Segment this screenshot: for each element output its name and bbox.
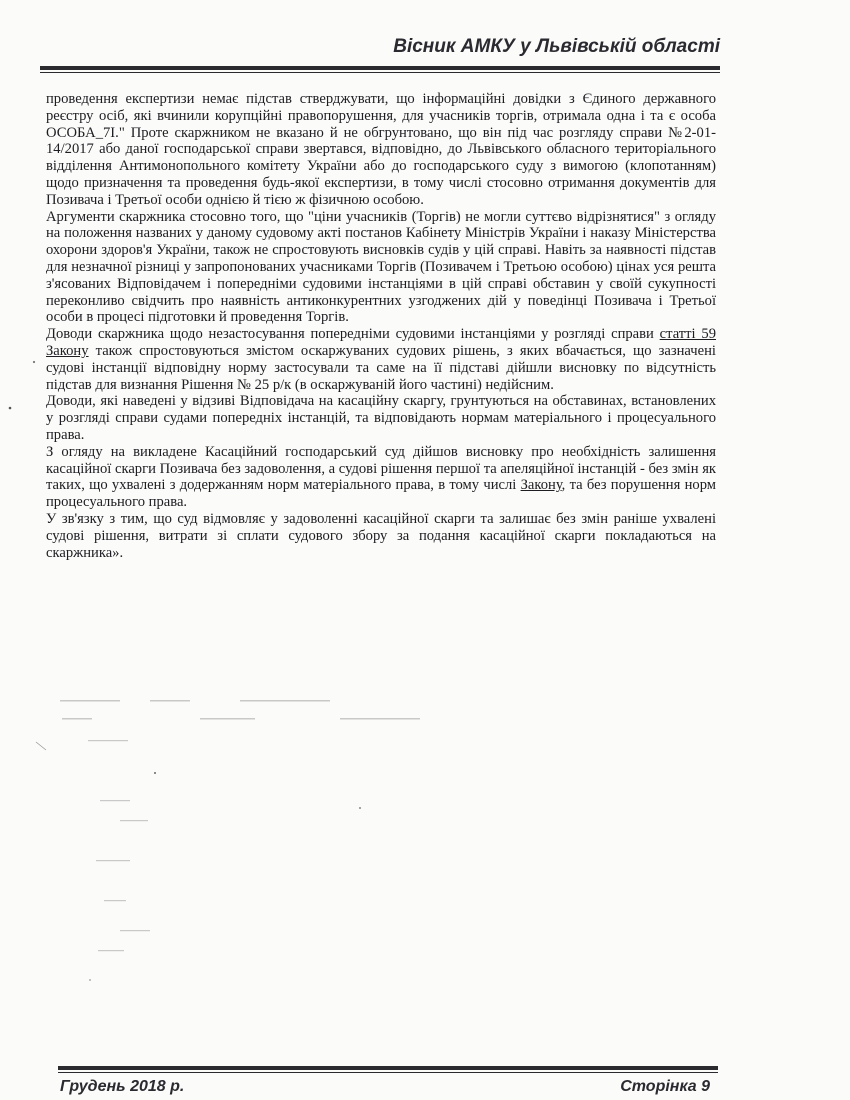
paragraph-6: У зв'язку з тим, що суд відмовляє у задоволенні касаційної скарги та залишає без змін раніше ухвалені судові рішення, витрати зі сплати судового збору за подання касаційної скарги покладаються на скаржника». xyxy=(46,510,716,561)
paragraph-4: Доводи, які наведені у відзиві Відповідача на касаційну скаргу, грунтуються на обставинах, встановлених у розгляді справи судами попередніх інстанцій, та відповідають нормам матеріального і процесуального права. xyxy=(46,393,716,443)
paragraph-3: Доводи скаржника щодо незастосування попередніми судовими інстанціями у розгляді справи статті 59 Закону також спростовуються змістом оскаржуваних судових рішень, з яких вбачається, що зазначені судові інстанції відповідну норму застосували та саме на її підставі дійшли висновку по відсутність підстав для визнання Рішення № 25 р/к (в оскаржуваній його частині) недійсним. xyxy=(46,326,716,393)
paragraph-2: Аргументи скаржника стосовно того, що "ціни учасників (Торгів) не могли суттєво відрізнятися" з огляду на положення названих у даному судовому акті постанов Кабінету Міністрів України і наказу Міністерства охорони здоров'я України, також не спростовують висновків судів у цій справі. Навіть за наявності підстав для незначної різниці у запропонованих учасниками Торгів (Позивачем і Третьою особою) цінах уся решта з'ясованих Відповідачем і попередніми судовими інстанціями в цій справі обставин у своїй сукупності переконливо свідчить про наявність антиконкурентних узгоджених дій у поведінці Позивача і Третьої особи в процесі підготовки й проведення Торгів. xyxy=(46,208,716,326)
paragraph-1: проведення експертизи немає підстав стверджувати, що інформаційні довідки з Єдиного державного реєстру осіб, які вчинили корупційні правопорушення, для учасників торгів, отримала одна і та є особа ОСОБА_7І." Проте скаржником не вказано й не обгрунтовано, що він під час розгляду справи №2-01-14/2017 або даної господарської справи звертався, відповідно, до Львівського обласного територіального відділення Антимонопольного комітету України або до господарського суду з вимогою (клопотанням) щодо призначення та проведення будь-якої експертизи, в тому числі стосовно отримання документів для Позивача і Третьої особи однією й тією ж фізичною особою. xyxy=(46,91,716,208)
footer-rule-thin xyxy=(58,1072,718,1073)
footer-date: Грудень 2018 р. xyxy=(60,1078,185,1095)
footer-rule-thick xyxy=(58,1066,718,1070)
article-body xyxy=(46,91,716,561)
header-rule-thick xyxy=(40,66,720,70)
paragraph-5: З огляду на викладене Касаційний господарський суд дійшов висновку про необхідність залишення касаційної скарги Позивача без задоволення, а судові рішення першої та апеляційної інстанцій - без змін як таких, що ухвалені з додержанням норм матеріального права, в тому числі Закону, та без порушення норм процесуального права. xyxy=(46,443,717,511)
law-article-link[interactable]: статті 59 Закону xyxy=(46,326,716,359)
footer-page-number: Сторінка 9 xyxy=(620,1078,710,1095)
page-header-title: Вісник АМКУ у Львівській області xyxy=(393,36,720,57)
law-link[interactable]: Закону xyxy=(520,477,562,494)
header-rule-thin xyxy=(40,72,720,73)
